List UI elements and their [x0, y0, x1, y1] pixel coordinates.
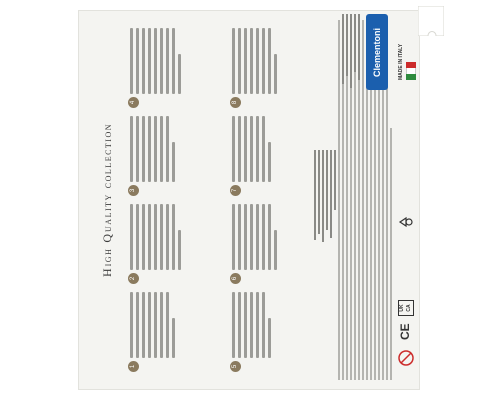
instruction-step: [128, 292, 222, 372]
made-in-label: MADE IN ITALY: [398, 43, 404, 80]
arabic-text-block: [312, 150, 338, 244]
instruction-step: [230, 116, 324, 196]
step-number: 5: [230, 361, 241, 372]
collection-title: HIGH QUALITY COLLECTION: [100, 122, 114, 278]
instruction-row: [128, 28, 222, 372]
step-number: 8: [230, 97, 241, 108]
step-number: 7: [230, 185, 241, 196]
step-number: 4: [128, 97, 139, 108]
warning-age-icon: [398, 350, 416, 366]
instruction-step: [128, 204, 222, 284]
ce-mark-icon: CE: [398, 323, 412, 340]
instruction-row: [230, 28, 324, 372]
ukca-mark-icon: UK CA: [398, 300, 414, 316]
step-number: 1: [128, 361, 139, 372]
step-number: 3: [128, 185, 139, 196]
instruction-step: [128, 28, 222, 108]
step-number: 6: [230, 273, 241, 284]
instruction-grid: [128, 28, 328, 372]
brand-name: Clementoni: [372, 27, 382, 77]
instruction-step: [230, 28, 324, 108]
instruction-step: [128, 116, 222, 196]
flag-white: [406, 68, 416, 74]
flag-green: [406, 74, 416, 80]
puzzle-corner-icon: [418, 6, 444, 36]
italy-flag-icon: [406, 62, 416, 80]
flag-red: [406, 62, 416, 68]
step-number: 2: [128, 273, 139, 284]
company-address-block: [340, 14, 364, 94]
certification-strip: [398, 20, 416, 380]
instruction-step: [230, 292, 324, 372]
recycle-icon: [398, 214, 416, 230]
instruction-step: [230, 204, 324, 284]
